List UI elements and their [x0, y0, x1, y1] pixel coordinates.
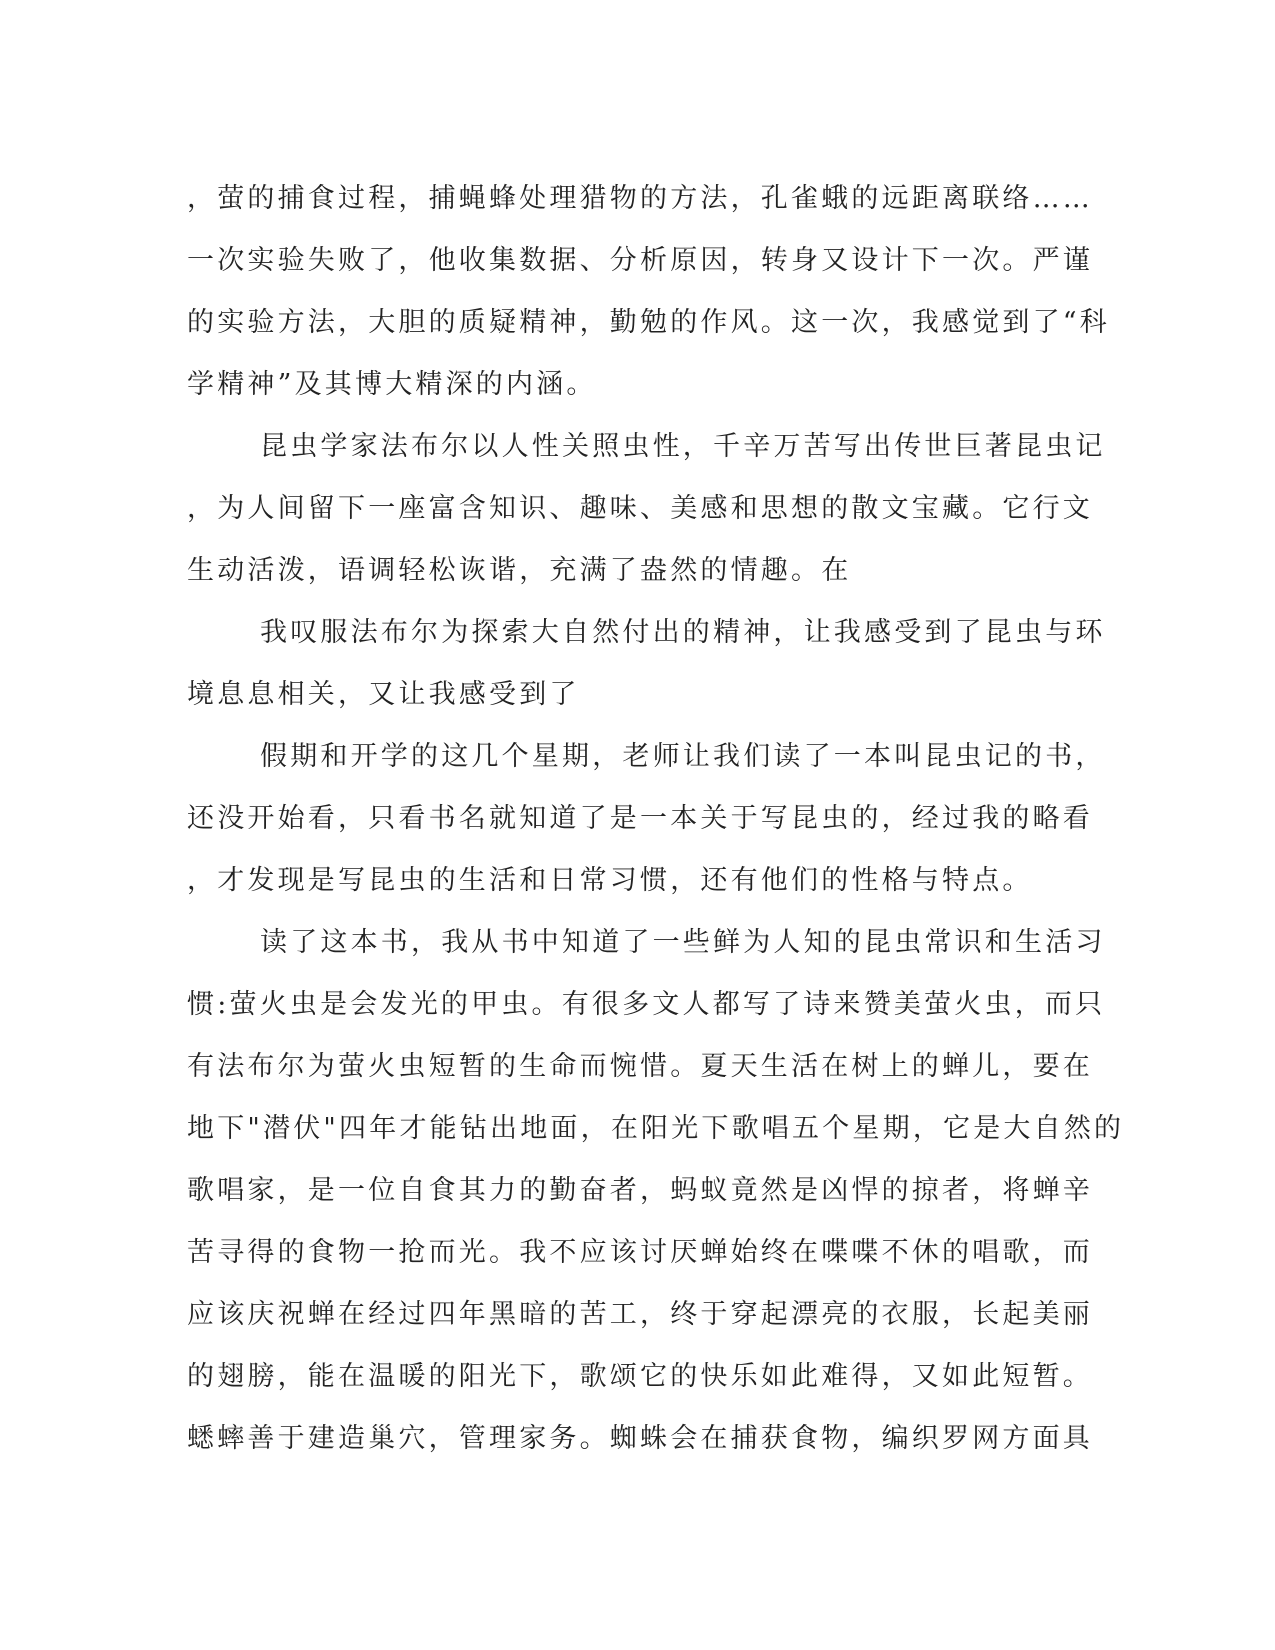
text-line: 的翅膀，能在温暖的阳光下，歌颂它的快乐如此难得，又如此短暂。 — [187, 1361, 1093, 1392]
text-line: 还没开始看，只看书名就知道了是一本关于写昆虫的，经过我的略看 — [187, 803, 1093, 834]
text-line: 一次实验失败了，他收集数据、分析原因，转身又设计下一次。严谨 — [187, 245, 1093, 276]
text-line: ，为人间留下一座富含知识、趣味、美感和思想的散文宝藏。它行文 — [187, 493, 1093, 524]
paragraph-start-line: 假期和开学的这几个星期，老师让我们读了一本叫昆虫记的书， — [260, 741, 1106, 772]
document-body — [187, 168, 1125, 1470]
text-line: 有法布尔为萤火虫短暂的生命而惋惜。夏天生活在树上的蝉儿，要在 — [187, 1051, 1093, 1082]
text-line: 的实验方法，大胆的质疑精神，勤勉的作风。这一次，我感觉到了“科 — [187, 307, 1111, 338]
text-line: 学精神”及其博大精深的内涵。 — [187, 369, 597, 400]
text-line: ，萤的捕食过程，捕蝇蜂处理猎物的方法，孔雀蛾的远距离联络…… — [187, 183, 1093, 214]
text-line: 惯:萤火虫是会发光的甲虫。有很多文人都写了诗来赞美萤火虫，而只 — [187, 989, 1106, 1020]
text-line: 应该庆祝蝉在经过四年黑暗的苦工，终于穿起漂亮的衣服，长起美丽 — [187, 1299, 1093, 1330]
paragraph-start-line: 我叹服法布尔为探索大自然付出的精神，让我感受到了昆虫与环 — [260, 617, 1106, 648]
text-line: 蟋蟀善于建造巢穴，管理家务。蜘蛛会在捕获食物，编织罗网方面具 — [187, 1423, 1093, 1454]
text-line: 地下"潜伏"四年才能钻出地面，在阳光下歌唱五个星期，它是大自然的 — [187, 1113, 1125, 1144]
text-line: 苦寻得的食物一抢而光。我不应该讨厌蝉始终在喋喋不休的唱歌，而 — [187, 1237, 1093, 1268]
text-line: ，才发现是写昆虫的生活和日常习惯，还有他们的性格与特点。 — [187, 865, 1033, 896]
paragraph-start-line: 昆虫学家法布尔以人性关照虫性，千辛万苦写出传世巨著昆虫记 — [260, 431, 1106, 462]
text-line: 境息息相关，又让我感受到了 — [187, 679, 580, 710]
text-line: 歌唱家，是一位自食其力的勤奋者，蚂蚁竟然是凶悍的掠者，将蝉辛 — [187, 1175, 1093, 1206]
paragraph-start-line: 读了这本书，我从书中知道了一些鲜为人知的昆虫常识和生活习 — [260, 927, 1106, 958]
text-line: 生动活泼，语调轻松诙谐，充满了盎然的情趣。在 — [187, 555, 852, 586]
